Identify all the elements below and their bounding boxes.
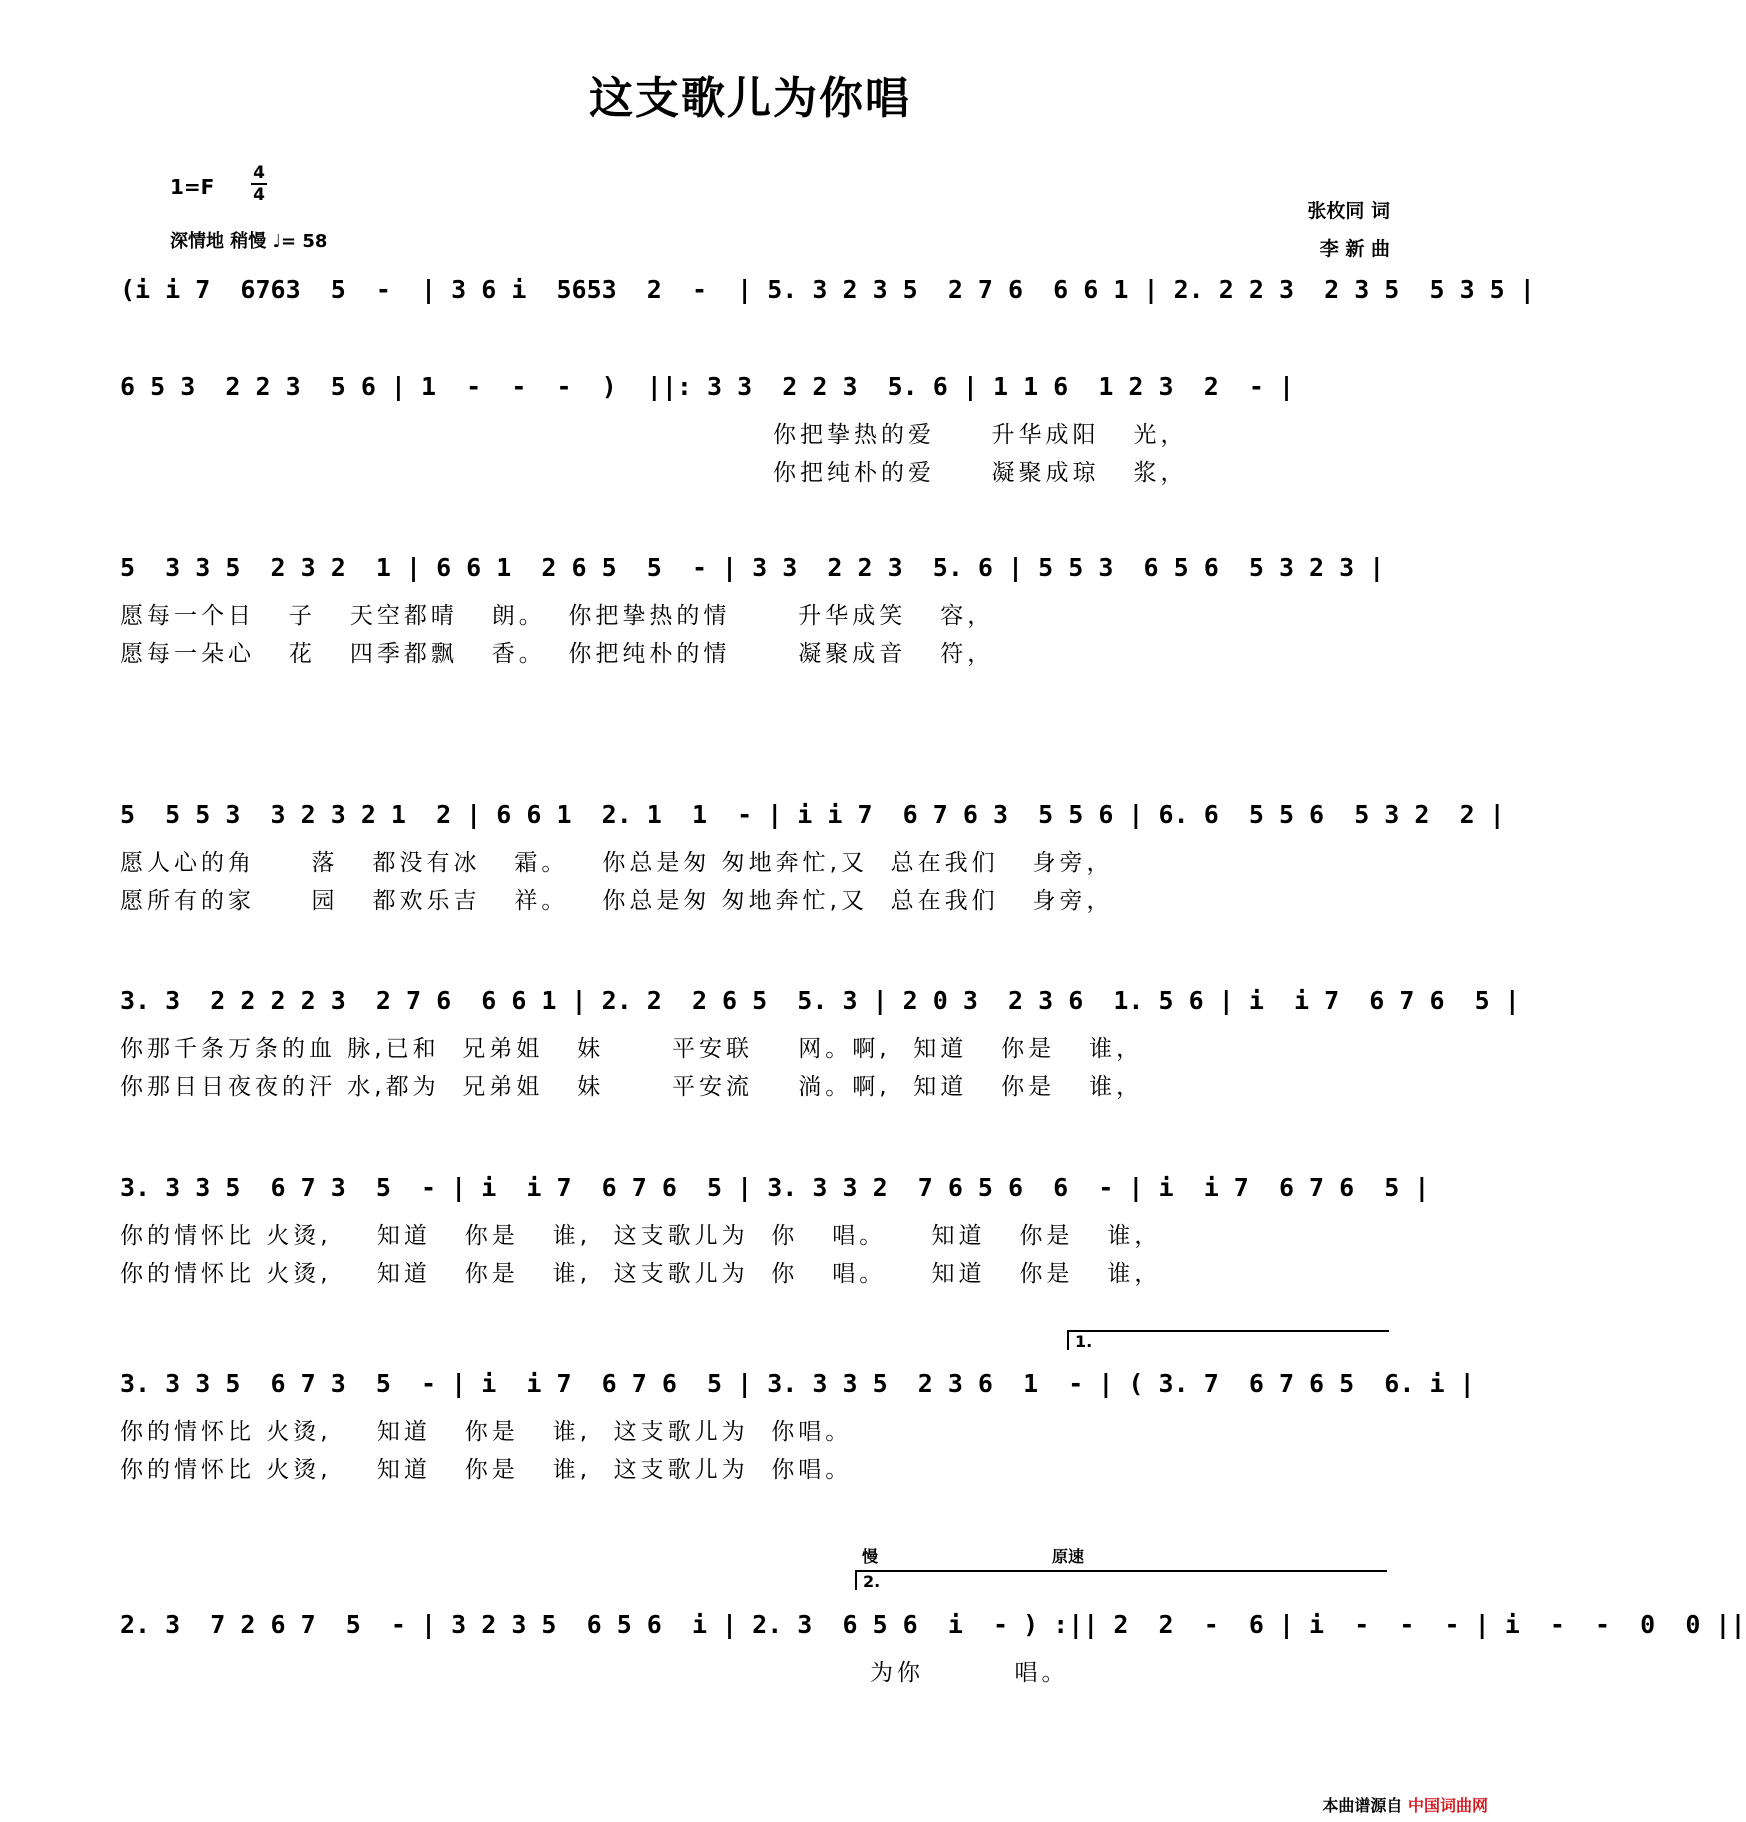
- notation-line: 6 5 3 2 2 3 5 6 | 1 - - - ) ||: 3 3 2 2 3 5. 6 | 1 1 6 1 2 3 2 - |: [120, 372, 1294, 401]
- lyric-verse-1: 你把挚热的爱 升华成阳 光，: [773, 422, 1188, 448]
- key-signature: 1=F: [170, 175, 215, 199]
- tempo-slow-mark: 慢: [862, 1547, 879, 1566]
- volta-bracket-2: [855, 1570, 1387, 1590]
- time-signature-bottom: 4: [253, 185, 265, 205]
- tempo-mark: 深情地 稍慢 ♩= 58: [170, 231, 328, 252]
- tempo-original-mark: 原速: [1052, 1547, 1085, 1566]
- lyric-verse-2: 你的情怀比 火烫, 知道 你是 谁, 这支歌儿为 你 唱。 知道 你是 谁，: [120, 1261, 1162, 1287]
- time-signature-top: 4: [253, 163, 265, 183]
- notation-line: 3. 3 3 5 6 7 3 5 - | i i 7 6 7 6 5 | 3. 3 3 2 7 6 5 6 6 - | i i 7 6 7 6 5 |: [120, 1173, 1430, 1202]
- lyric-verse-1: 愿每一个日 子 天空都晴 朗。 你把挚热的情 升华成笑 容，: [120, 603, 995, 629]
- song-title: 这支歌儿为你唱: [589, 73, 911, 124]
- lyric-verse-2: 你那日日夜夜的汗 水,都为 兄弟姐 妹 平安流 淌。啊, 知道 你是 谁，: [120, 1074, 1144, 1100]
- notation-line: (i i 7 6763 5 - | 3 6 i 5653 2 - | 5. 3 2 3 5 2 7 6 6 6 1 | 2. 2 2 3 2 3 5 5 3 5 |: [120, 275, 1535, 304]
- credits: [1307, 192, 1390, 268]
- lyric-verse-1: 你的情怀比 火烫, 知道 你是 谁, 这支歌儿为 你唱。: [120, 1419, 853, 1445]
- notation-line: 3. 3 3 5 6 7 3 5 - | i i 7 6 7 6 5 | 3. 3 3 5 2 3 6 1 - | ( 3. 7 6 7 6 5 6. i |: [120, 1369, 1475, 1398]
- source-credit: [1322, 1793, 1488, 1816]
- source-site: 中国词曲网: [1407, 1796, 1488, 1815]
- notation-line: 5 3 3 5 2 3 2 1 | 6 6 1 2 6 5 5 - | 3 3 2 2 3 5. 6 | 5 5 3 6 5 6 5 3 2 3 |: [120, 553, 1385, 582]
- volta-1-label: 1.: [1075, 1332, 1093, 1351]
- key-signature-block: [170, 163, 328, 252]
- lyric-verse-2: 你的情怀比 火烫, 知道 你是 谁, 这支歌儿为 你唱。: [120, 1457, 853, 1483]
- lyric-verse-1: 你那千条万条的血 脉,已和 兄弟姐 妹 平安联 网。啊, 知道 你是 谁，: [120, 1036, 1144, 1062]
- volta-2-label: 2.: [863, 1572, 881, 1591]
- notation-line: 5 5 5 3 3 2 3 2 1 2 | 6 6 1 2. 1 1 - | i i 7 6 7 6 3 5 5 6 | 6. 6 5 5 6 5 3 2 2 |: [120, 800, 1505, 829]
- source-prefix: 本曲谱源自: [1322, 1796, 1403, 1815]
- lyric-verse-2: 你把纯朴的爱 凝聚成琼 浆，: [773, 460, 1188, 486]
- lyric-verse-2: 愿每一朵心 花 四季都飘 香。 你把纯朴的情 凝聚成音 符，: [120, 641, 995, 667]
- lyricist-credit: 张枚同 词: [1307, 200, 1390, 222]
- volta-bracket-1: [1067, 1330, 1389, 1350]
- lyric-verse-1: 愿人心的角 落 都没有冰 霜。 你总是匆 匆地奔忙,又 总在我们 身旁，: [120, 850, 1114, 876]
- composer-credit: 李 新 曲: [1319, 238, 1390, 260]
- lyric-verse-1: 你的情怀比 火烫, 知道 你是 谁, 这支歌儿为 你 唱。 知道 你是 谁，: [120, 1223, 1162, 1249]
- notation-line: 2. 3 7 2 6 7 5 - | 3 2 3 5 6 5 6 i | 2. 3 6 5 6 i - ) :|| 2 2 - 6 | i - - - | i - - 0 0 ||: [120, 1610, 1746, 1639]
- time-signature: [250, 163, 268, 205]
- lyric-verse-2: 愿所有的家 园 都欢乐吉 祥。 你总是匆 匆地奔忙,又 总在我们 身旁，: [120, 888, 1114, 914]
- lyric-ending: 为你 唱。: [870, 1660, 1069, 1686]
- notation-line: 3. 3 2 2 2 2 3 2 7 6 6 6 1 | 2. 2 2 6 5 5. 3 | 2 0 3 2 3 6 1. 5 6 | i i 7 6 7 6 5 |: [120, 986, 1520, 1015]
